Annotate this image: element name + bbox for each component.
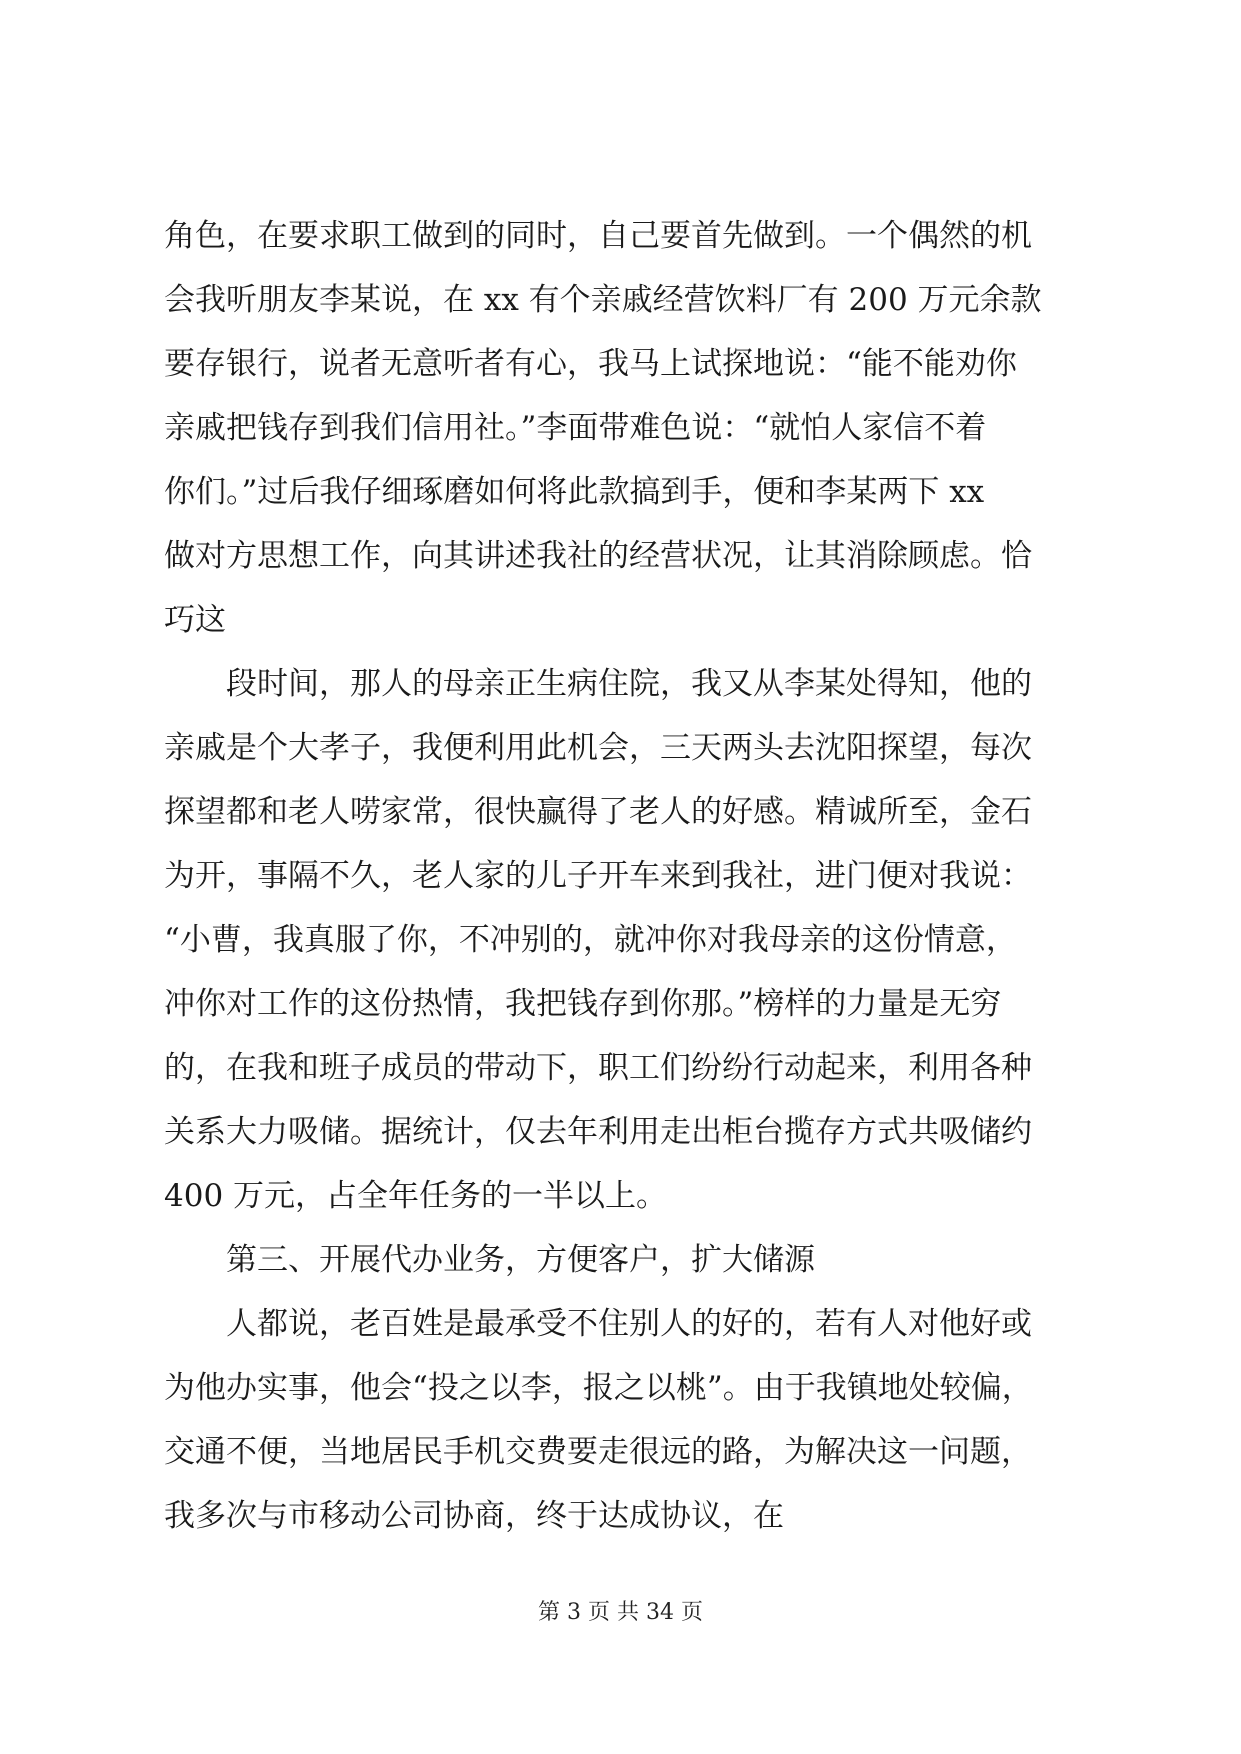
text-line: 亲戚把钱存到我们信用社。”李面带难色说：“就怕人家信不着 bbox=[164, 410, 987, 446]
text-line: 我多次与市移动公司协商，终于达成协议，在 bbox=[164, 1498, 784, 1534]
text-line: 亲戚是个大孝子，我便利用此机会，三天两头去沈阳探望，每次 bbox=[164, 730, 1032, 766]
text-line: 探望都和老人唠家常，很快赢得了老人的好感。精诚所至，金石 bbox=[164, 794, 1032, 830]
page-number-footer: 第 3 页 共 34 页 bbox=[538, 1600, 703, 1625]
section-heading: 第三、开展代办业务，方便客户，扩大储源 bbox=[164, 1242, 815, 1278]
text-line: 会我听朋友李某说，在 xx 有个亲戚经营饮料厂有 200 万元余款 bbox=[164, 282, 1042, 318]
text-line: “小曹，我真服了你，不冲别的，就冲你对我母亲的这份情意， bbox=[164, 922, 1017, 958]
text-line: 巧这 bbox=[164, 602, 226, 638]
text-line: 的，在我和班子成员的带动下，职工们纷纷行动起来，利用各种 bbox=[164, 1050, 1032, 1086]
text-line: 400 万元，占全年任务的一半以上。 bbox=[164, 1178, 668, 1214]
text-line: 冲你对工作的这份热情，我把钱存到你那。”榜样的力量是无穷 bbox=[164, 986, 1002, 1022]
text-line: 关系大力吸储。据统计，仅去年利用走出柜台揽存方式共吸储约 bbox=[164, 1114, 1032, 1150]
text-line: 你们。”过后我仔细琢磨如何将此款搞到手，便和李某两下 xx bbox=[164, 474, 985, 510]
body-text bbox=[164, 204, 1084, 1548]
text-line: 人都说，老百姓是最承受不住别人的好的，若有人对他好或 bbox=[164, 1306, 1032, 1342]
text-line: 为他办实事，他会“投之以李，报之以桃”。由于我镇地处较偏， bbox=[164, 1370, 1033, 1406]
text-line: 做对方思想工作，向其讲述我社的经营状况，让其消除顾虑。恰 bbox=[164, 538, 1032, 574]
text-line: 为开，事隔不久，老人家的儿子开车来到我社，进门便对我说： bbox=[164, 858, 1032, 894]
text-line: 角色，在要求职工做到的同时，自己要首先做到。一个偶然的机 bbox=[164, 218, 1032, 254]
text-line: 要存银行，说者无意听者有心，我马上试探地说：“能不能劝你 bbox=[164, 346, 1017, 382]
text-line: 段时间，那人的母亲正生病住院，我又从李某处得知，他的 bbox=[164, 666, 1032, 702]
text-line: 交通不便，当地居民手机交费要走很远的路，为解决这一问题， bbox=[164, 1434, 1032, 1470]
